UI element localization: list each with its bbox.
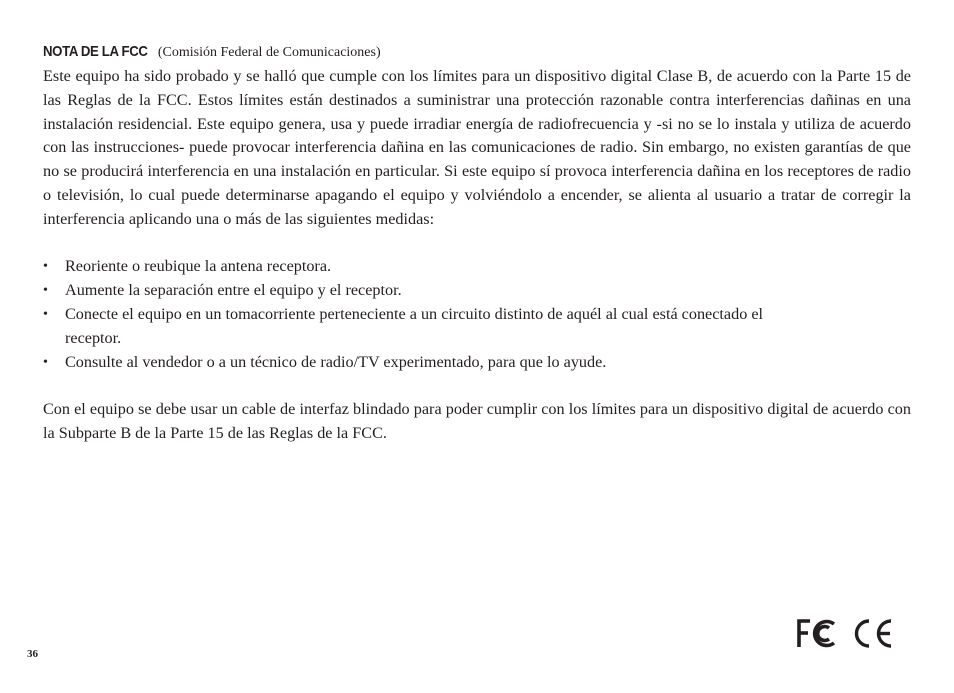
ce-mark-icon bbox=[857, 621, 892, 646]
compliance-logos-svg bbox=[796, 615, 896, 651]
section-heading: NOTA DE LA FCC bbox=[43, 43, 148, 60]
list-item bbox=[43, 303, 803, 351]
list-item-text: Aumente la separación entre el equipo y el receptor. bbox=[65, 281, 402, 300]
bullet: • bbox=[43, 354, 48, 370]
fcc-logo-icon bbox=[799, 621, 834, 647]
heading-line bbox=[43, 40, 911, 65]
list-item bbox=[43, 279, 803, 303]
closing-paragraph: Con el equipo se debe usar un cable de interfaz blindado para poder cumplir con los límites para un dispositivo digital de acuerdo con la Subparte B de la Parte 15 de las Reglas de la FCC. bbox=[43, 400, 911, 442]
bullet: • bbox=[43, 259, 48, 275]
intro-paragraph: Este equipo ha sido probado y se halló que cumple con los límites para un dispositivo digital Clase B, de acuerdo con la Parte 15 de las Reglas de la FCC. Estos límites están destinados a suministrar una protección razonable contra interferencias dañinas en una instalación residencial. Este equipo genera, usa y puede irradiar energía de radiofrecuencia y -si no se lo instala y utiliza de acuerdo con las instrucciones- puede provocar interferencia dañina en las comunicaciones de radio. Sin embargo, no existen garantías de que no se producirá interferencia en una instalación en particular. Si este equipo sí provoca interferencia dañina en los receptores de radio o televisión, lo cual puede determinarse apagando el equipo y volviéndolo a encender, se alienta al usuario a tratar de corregir la interferencia aplicando una o más de las siguientes medidas: bbox=[43, 67, 911, 228]
list-item-text: Conecte el equipo en un tomacorriente perteneciente a un circuito distinto de aquél al cual está conectado el receptor. bbox=[65, 304, 764, 347]
fcc-notice bbox=[43, 40, 911, 446]
section-heading-subtitle: (Comisión Federal de Comunicaciones) bbox=[157, 45, 381, 60]
list-item-text: Reoriente o reubique la antena receptora. bbox=[65, 257, 332, 276]
measures-list bbox=[43, 255, 803, 374]
bullet: • bbox=[43, 306, 48, 322]
list-item-text: Consulte al vendedor o a un técnico de radio/TV experimentado, para que lo ayude. bbox=[65, 352, 607, 371]
list-item bbox=[43, 351, 803, 375]
compliance-logos bbox=[796, 615, 896, 651]
list-item bbox=[43, 255, 803, 279]
page-number: 36 bbox=[27, 648, 38, 660]
bullet: • bbox=[43, 283, 48, 299]
